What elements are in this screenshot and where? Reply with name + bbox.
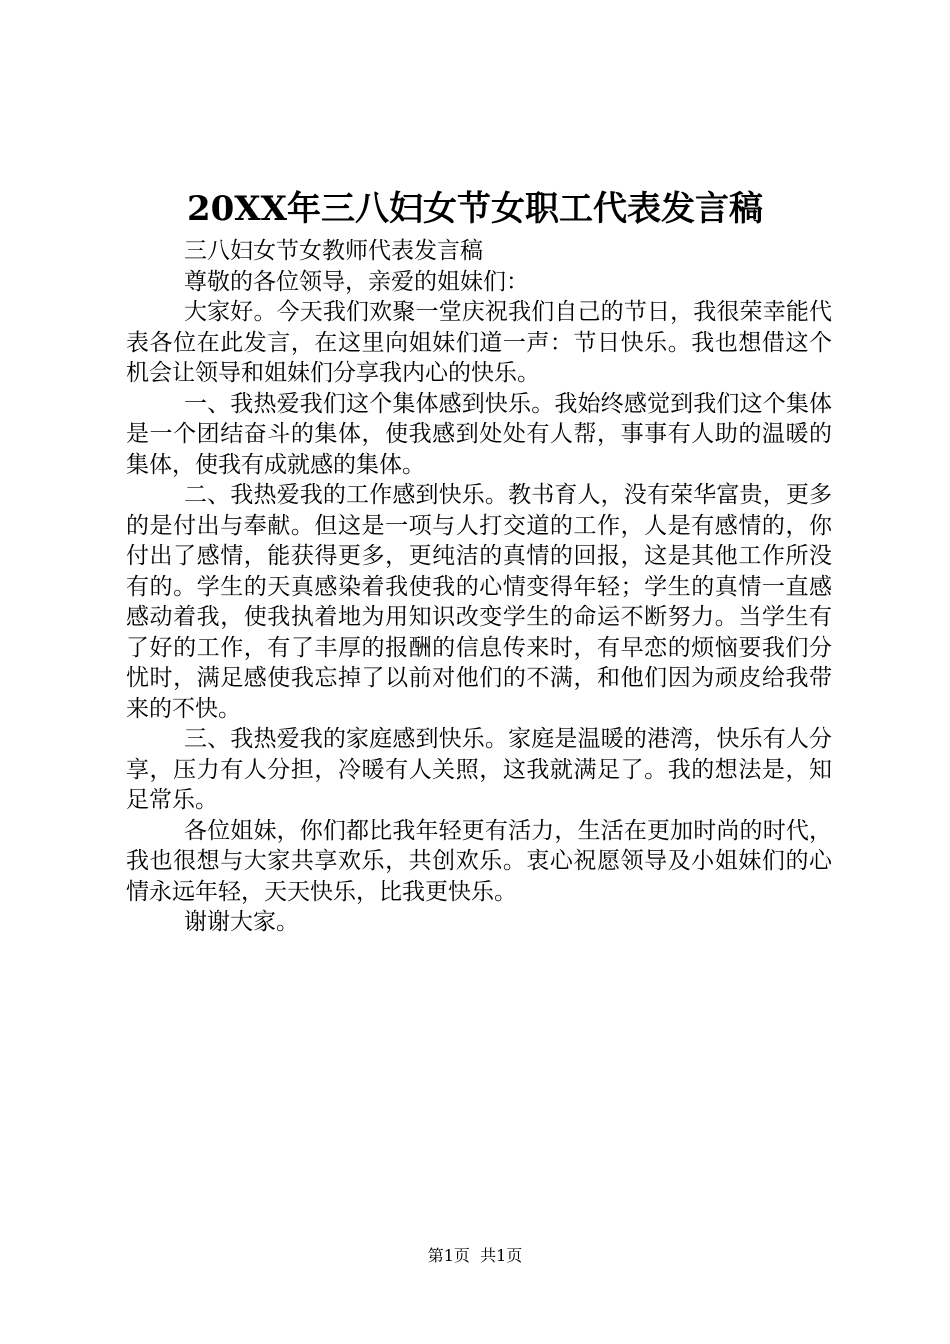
closing-paragraph: 各位姐妹，你们都比我年轻更有活力，生活在更加时尚的时代，我也很想与大家共享欢乐，共创欢乐。衷心祝愿领导及小姐妹们的心情永远年轻，天天快乐，比我更快乐。 (126, 817, 832, 905)
point-three-paragraph: 三、我热爱我的家庭感到快乐。家庭是温暖的港湾，快乐有人分享，压力有人分担，冷暖有人关照，这我就满足了。我的想法是，知足常乐。 (126, 726, 832, 813)
document-body (126, 236, 832, 938)
page-total: 共1页 (480, 1246, 523, 1265)
opening-paragraph: 大家好。今天我们欢聚一堂庆祝我们自己的节日，我很荣幸能代表各位在此发言，在这里向姐妹们道一声：节日快乐。我也想借这个机会让领导和姐妹们分享我内心的快乐。 (126, 299, 832, 386)
point-two-paragraph: 二、我热爱我的工作感到快乐。教书育人，没有荣华富贵，更多的是付出与奉献。但这是一项与人打交道的工作，人是有感情的，你付出了感情，能获得更多，更纯洁的真情的回报，这是其他工作所没有的。学生的天真感染着我使我的心情变得年轻；学生的真情一直感感动着我，使我执着地为用知识改变学生的命运不断努力。当学生有了好的工作，有了丰厚的报酬的信息传来时，有早恋的烦恼要我们分忧时，满足感使我忘掉了以前对他们的不满，和他们因为顽皮给我带来的不快。 (126, 482, 832, 722)
page-number: 第1页 (427, 1246, 470, 1265)
salutation-paragraph: 尊敬的各位领导，亲爱的姐妹们： (184, 268, 529, 295)
thanks-paragraph: 谢谢大家。 (184, 909, 299, 935)
subtitle-paragraph: 三八妇女节女教师代表发言稿 (184, 238, 483, 264)
point-one-paragraph: 一、我热爱我们这个集体感到快乐。我始终感觉到我们这个集体是一个团结奋斗的集体，使我感到处处有人帮，事事有人助的温暖的集体，使我有成就感的集体。 (126, 390, 832, 478)
page-footer (0, 1244, 950, 1268)
document-title: 20XX年三八妇女节女职工代表发言稿 (186, 189, 764, 229)
